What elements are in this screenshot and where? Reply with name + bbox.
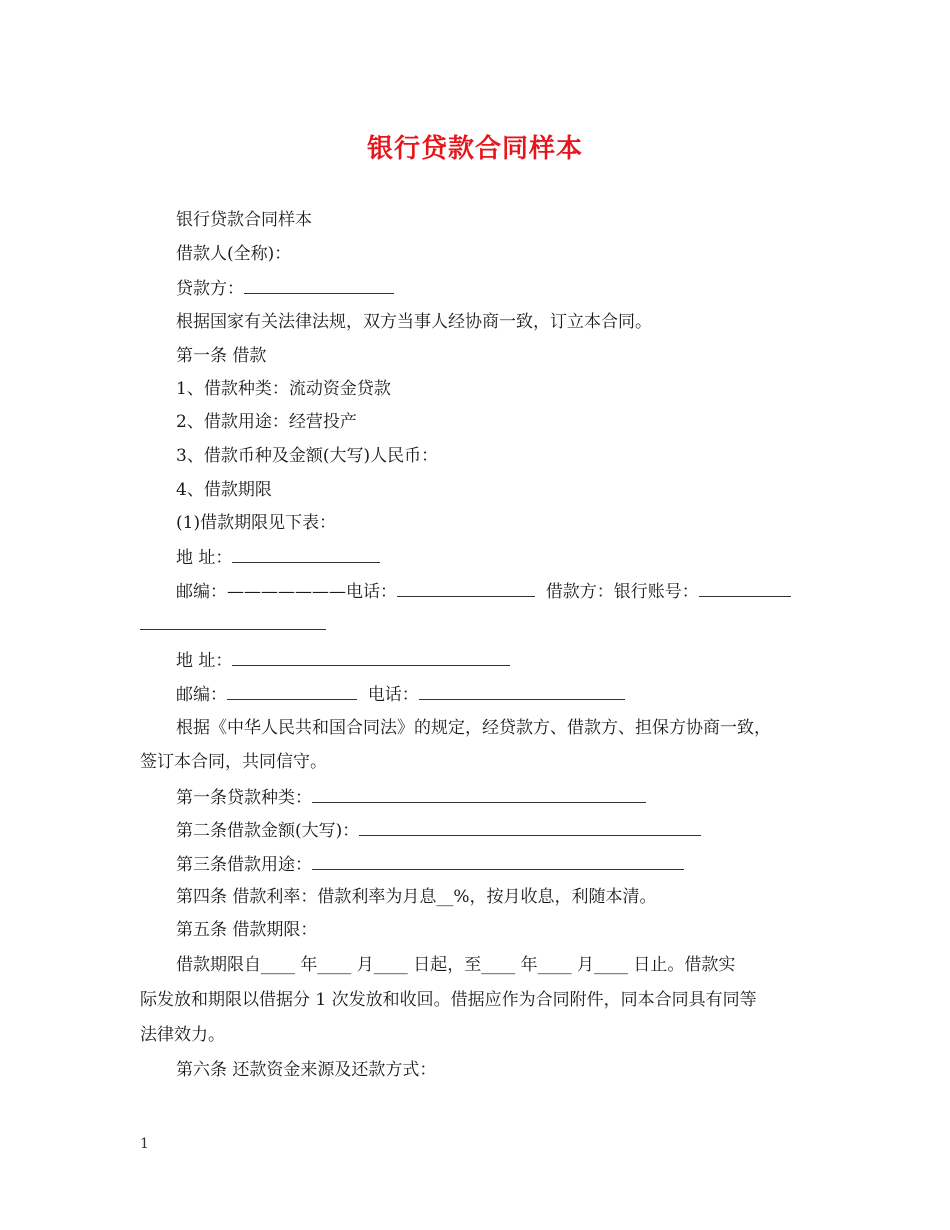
blank-field [244,277,394,294]
field-label: 借款方：银行账号： [545,582,699,602]
blank-field [312,786,646,803]
text-line: 借款人(全称)： [176,244,292,264]
field-label: 第三条借款用途： [176,855,312,875]
field-label: 贷款方： [176,279,244,299]
text-line: 1、借款种类：流动资金贷款 [176,379,391,399]
section-heading: 第六条 还款资金来源及还款方式： [176,1060,437,1080]
text-line: (1)借款期限见下表： [176,513,337,533]
field-label: 电话： [367,685,419,705]
text-line [176,853,684,876]
blank-field [312,853,684,870]
field-label: 邮编： [176,685,227,705]
text-line: 4、借款期限 [176,480,272,500]
text-line: 根据《中华人民共和国合同法》的规定，经贷款方、借款方、担保方协商一致， [176,718,771,738]
blank-field [359,819,701,836]
page-number: 1 [140,1136,149,1152]
text-line: 签订本合同，共同信守。 [140,752,327,772]
text-line: 际发放和期限以借据分 1 次发放和收回。借据应作为合同附件，同本合同具有同等 [140,990,757,1010]
text-line [176,786,646,809]
field-label: 地 址： [176,548,233,568]
blank-field [140,613,326,630]
text-line: 根据国家有关法律法规，双方当事人经协商一致，订立本合同。 [176,312,652,332]
text-line [176,819,701,842]
text-line: 法律效力。 [140,1025,225,1045]
text-line: 第四条 借款利率：借款利率为月息__%，按月收息，利随本清。 [176,887,657,907]
text-line: 3、借款币种及金额(大写)人民币： [176,446,439,466]
section-heading: 第一条 借款 [176,346,267,366]
blank-field [397,580,535,597]
text-line: 借款期限自____ 年____ 月____ 日起，至____ 年____ 月____ 日止。借款实 [176,955,736,975]
text-line [140,613,326,636]
section-heading: 第五条 借款期限： [176,920,318,940]
blank-field [699,580,791,597]
document-title: 银行贷款合同样本 [366,134,583,164]
text-line [176,649,510,672]
field-label: 第一条贷款种类： [176,788,312,808]
text-line [176,546,380,569]
text-line: 银行贷款合同样本 [176,210,312,230]
field-label: 邮编：———————电话： [176,582,397,602]
text-line [176,580,791,603]
field-label: 第二条借款金额(大写)： [176,821,360,841]
blank-field [232,649,510,666]
blank-field [232,546,380,563]
text-line: 2、借款用途：经营投产 [176,412,357,432]
blank-field [419,683,625,700]
blank-field [227,683,357,700]
text-line [176,277,394,300]
field-label: 地 址： [176,651,233,671]
text-line [176,683,625,706]
